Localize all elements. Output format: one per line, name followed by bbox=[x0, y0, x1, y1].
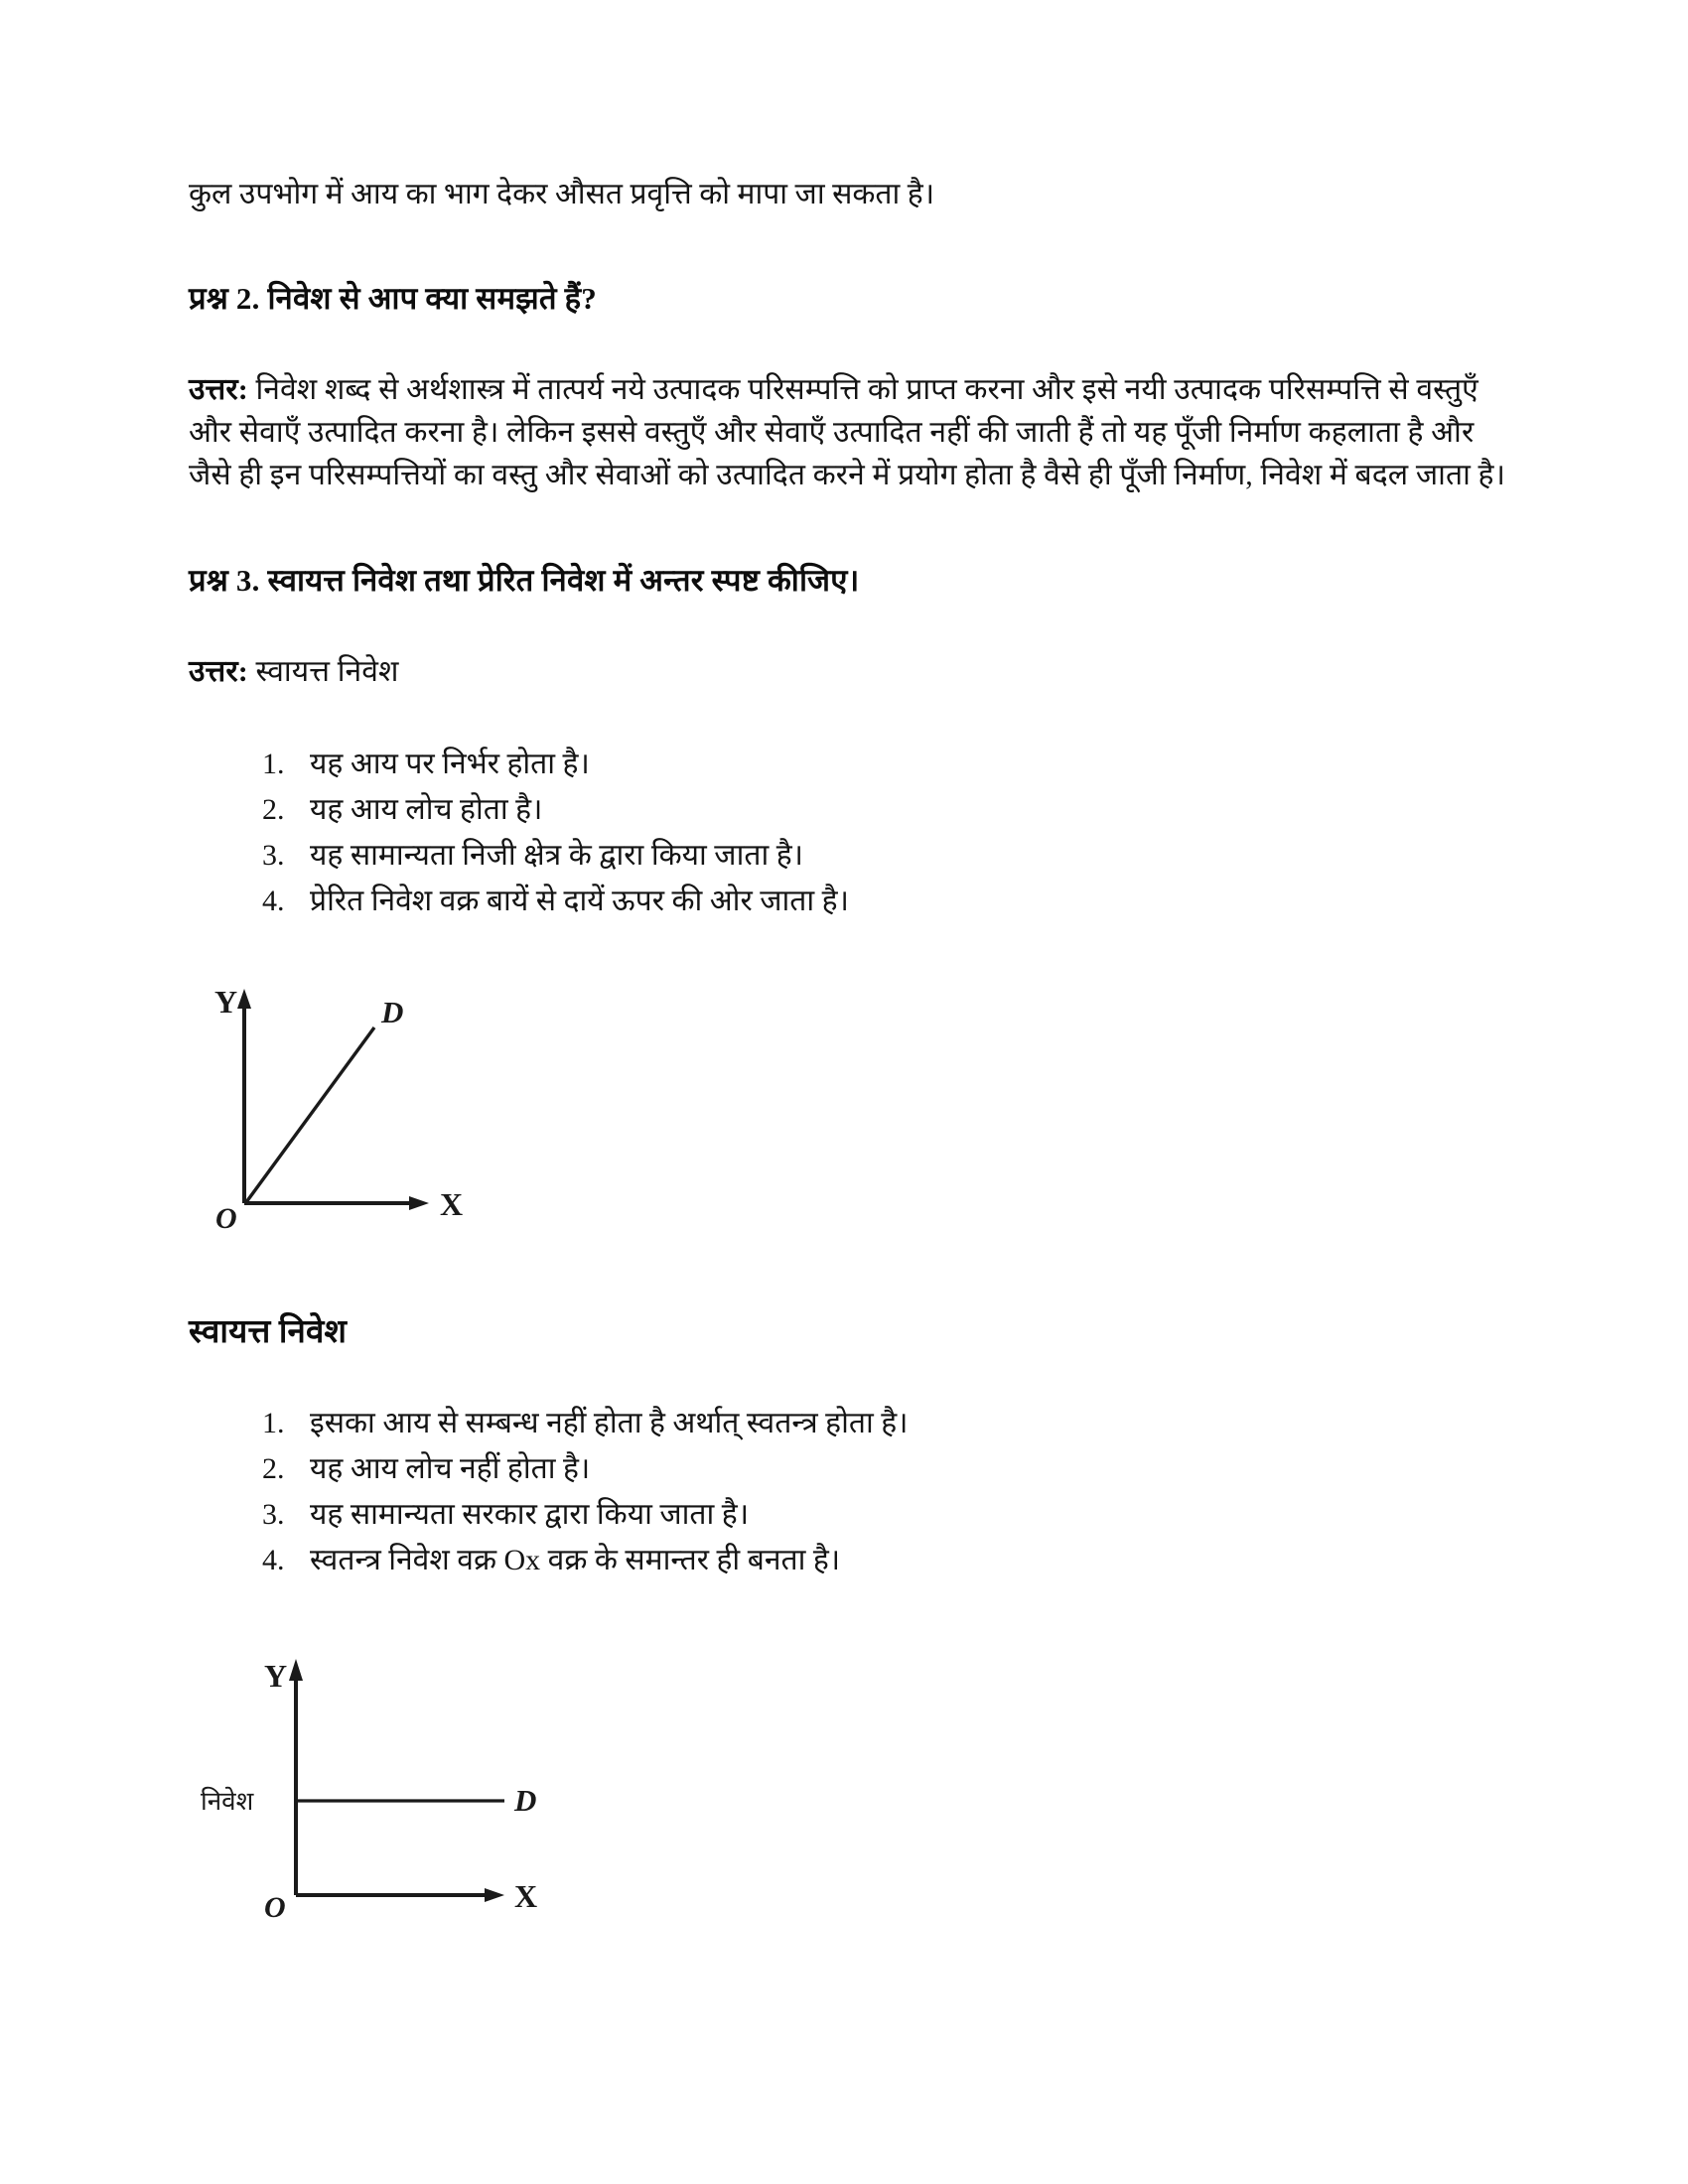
spacer bbox=[189, 215, 1509, 277]
spacer bbox=[189, 925, 1509, 975]
list-item: 2. यह आय लोच होता है। bbox=[292, 788, 1509, 832]
x-axis-label: X bbox=[440, 1186, 464, 1223]
figure-autonomous-investment-curve bbox=[199, 1635, 635, 1933]
answer-3-line bbox=[189, 650, 1509, 693]
induced-investment-list bbox=[189, 743, 1509, 923]
spacer bbox=[189, 601, 1509, 650]
y-axis-arrow-icon bbox=[289, 1659, 303, 1681]
list-item: 1. यह आय पर निर्भर होता है। bbox=[292, 743, 1509, 786]
answer-label: उत्तर: bbox=[189, 654, 248, 688]
curve-label-d: D bbox=[514, 1782, 537, 1818]
autonomous-investment-subheading: स्वायत्त निवेश bbox=[189, 1314, 348, 1351]
answer-3-text: स्वायत्त निवेश bbox=[247, 654, 399, 688]
spacer bbox=[189, 319, 1509, 368]
x-axis-arrow-icon bbox=[485, 1888, 504, 1902]
spacer bbox=[189, 693, 1509, 743]
investment-level-label: निवेश bbox=[201, 1786, 254, 1816]
list-item: 1. इसका आय से सम्बन्ध नहीं होता है अर्थात् स्वतन्त्र होता है। bbox=[292, 1402, 1509, 1445]
question-2-heading: प्रश्न 2. निवेश से आप क्या समझते हैं? bbox=[189, 281, 598, 316]
spacer bbox=[189, 1352, 1509, 1402]
y-axis-label: Y bbox=[214, 984, 238, 1021]
x-axis-label: X bbox=[514, 1877, 538, 1914]
spacer bbox=[189, 497, 1509, 559]
answer-2-text: निवेश शब्द से अर्थशास्त्र में तात्पर्य नये उत्पादक परिसम्पत्ति को प्राप्त करना और इसे नयी उत्पादक परिसम्पत्ति से वस्तुएँ और सेवाएँ उत्पादित करना है। लेकिन इससे वस्तुएँ और सेवाएँ उत्पादित नहीं की जाती हैं तो यह पूँजी निर्माण कहलाता है और जैसे ही इन परिसम्पत्तियों का वस्तु और सेवाओं को उत्पादित करने में प्रयोग होता है वैसे ही पूँजी निर्माण, निवेश में बदल जाता है। bbox=[189, 373, 1506, 492]
spacer bbox=[189, 1258, 1509, 1307]
y-axis-label: Y bbox=[264, 1657, 288, 1694]
curve-label-d: D bbox=[381, 995, 404, 1030]
list-item: 4. प्रेरित निवेश वक्र बायें से दायें ऊपर की ओर जाता है। bbox=[292, 880, 1509, 923]
origin-label: O bbox=[215, 1202, 237, 1236]
figure-induced-investment-curve bbox=[199, 975, 616, 1258]
spacer bbox=[189, 1585, 1509, 1635]
investment-curve-line bbox=[246, 1027, 374, 1202]
origin-label: O bbox=[264, 1890, 286, 1924]
list-item: 4. स्वतन्त्र निवेश वक्र Ox वक्र के समान्तर ही बनता है। bbox=[292, 1539, 1509, 1582]
list-item: 2. यह आय लोच नहीं होता है। bbox=[292, 1447, 1509, 1491]
question-3-heading: प्रश्न 3. स्वायत्त निवेश तथा प्रेरित निवेश में अन्तर स्पष्ट कीजिए। bbox=[189, 562, 860, 598]
list-item: 3. यह सामान्यता सरकार द्वारा किया जाता है। bbox=[292, 1493, 1509, 1537]
answer-2-paragraph bbox=[189, 368, 1509, 497]
intro-line: कुल उपभोग में आय का भाग देकर औसत प्रवृत्ति को मापा जा सकता है। bbox=[189, 178, 935, 210]
autonomous-investment-list bbox=[189, 1402, 1509, 1582]
document-content bbox=[189, 174, 1509, 1933]
list-item: 3. यह सामान्यता निजी क्षेत्र के द्वारा किया जाता है। bbox=[292, 834, 1509, 878]
x-axis-arrow-icon bbox=[409, 1196, 429, 1210]
answer-label: उत्तर: bbox=[189, 373, 248, 406]
y-axis-arrow-icon bbox=[237, 989, 251, 1009]
